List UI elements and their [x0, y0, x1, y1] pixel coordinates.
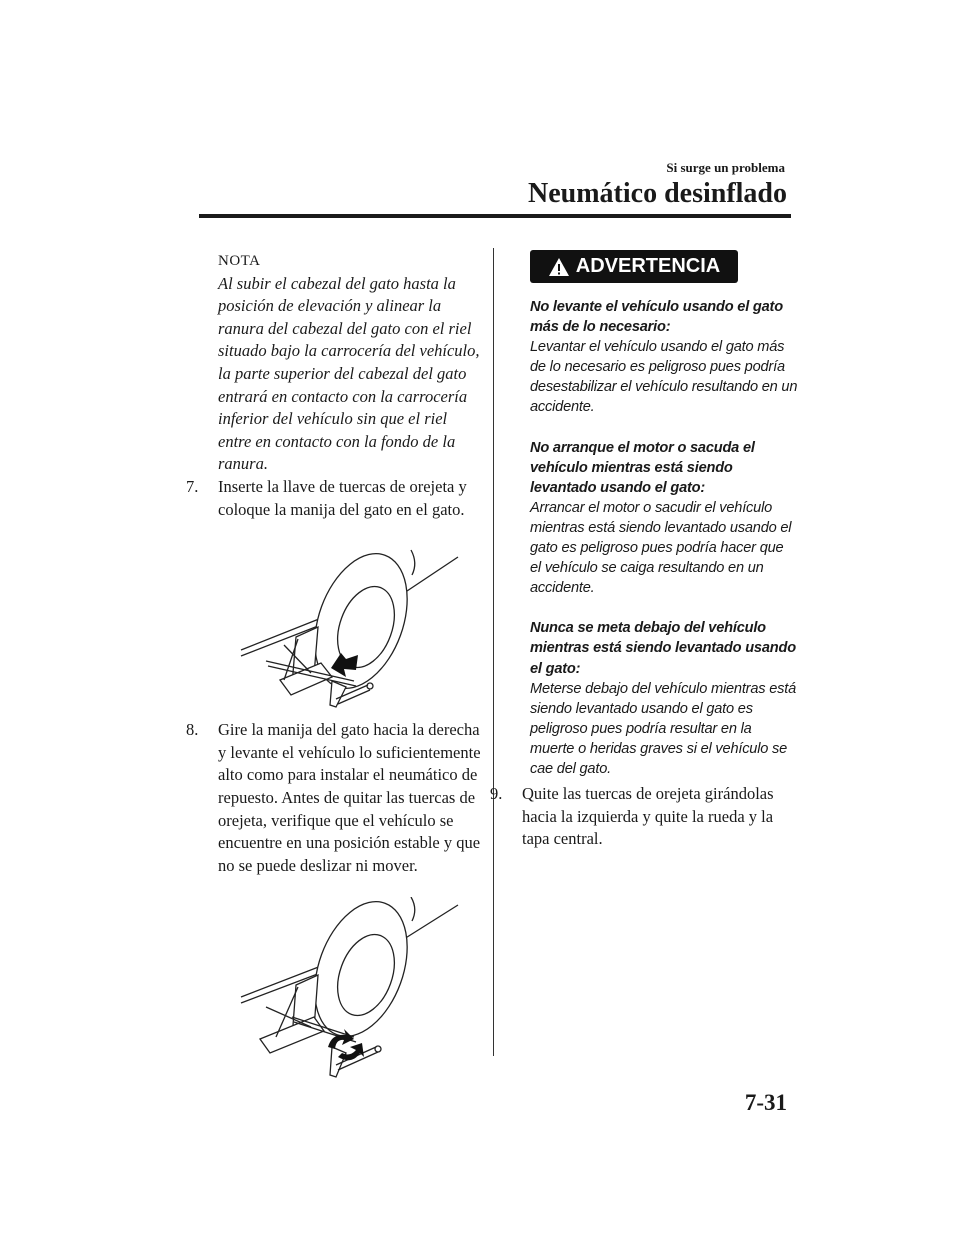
step-number: 8.	[186, 720, 199, 740]
warning-list	[530, 297, 798, 779]
step-number: 9.	[490, 784, 503, 804]
warning-banner	[530, 250, 738, 283]
step-number: 7.	[186, 476, 199, 496]
warning-heading: Nunca se meta debajo del vehículo mientras está siendo levantado usando el gato:	[530, 620, 796, 677]
warning-label: ADVERTENCIA	[575, 255, 721, 277]
step-7	[186, 476, 481, 521]
warning-text: Levantar el vehículo usando el gato más de lo necesario es peligroso pues podría desestabilizar el vehículo resultando en un accidente.	[530, 339, 798, 416]
warning-text: Meterse debajo del vehículo mientras está siendo levantado usando el gato es peligroso pues podría resultar en la muerte o heridas graves si el vehículo se cae del gato.	[530, 680, 796, 777]
warning-icon	[548, 257, 570, 277]
left-column	[186, 250, 481, 1093]
warning-heading: No levante el vehículo usando el gato más de lo necesario:	[530, 299, 783, 336]
page-number: 7-31	[744, 1090, 787, 1115]
jack-raise-illustration	[236, 897, 466, 1093]
note-body: Al subir el cabezal del gato hasta la posición de elevación y alinear la ranura del cabezal del gato con el riel situado bajo la carrocería del vehículo, la parte superior del cabezal del gato entrará en contacto con la carrocería inferior del vehículo sin que el riel entre en contacto con la fondo de la ranura.	[218, 273, 480, 474]
step-9	[490, 783, 798, 851]
step-text: Quite las tuercas de orejeta girándolas hacia la izquierda y quite la rueda y la tapa central.	[522, 784, 774, 849]
warning-text: Arrancar el motor o sacudir el vehículo mientras está siendo levantado usando el gato es peligroso pues podría hacer que el vehículo se caiga resultando en un accidente.	[530, 499, 792, 597]
note-title: NOTA	[218, 253, 261, 269]
section-label: Si surge un problema	[666, 160, 785, 175]
warning-item	[530, 438, 798, 599]
page-title: Neumático desinflado	[528, 178, 787, 209]
step-text: Inserte la llave de tuercas de orejeta y coloque la manija del gato en el gato.	[218, 476, 467, 519]
warning-item	[530, 618, 798, 779]
step-8	[186, 719, 481, 877]
jack-handle-illustration	[236, 535, 466, 713]
warning-item	[530, 297, 798, 418]
column-divider	[493, 248, 494, 1056]
right-column	[490, 250, 798, 851]
warning-heading: No arranque el motor o sacuda el vehículo mientras está siendo levantado usando el gato:	[530, 439, 755, 496]
header-divider	[199, 214, 791, 218]
step-text: Gire la manija del gato hacia la derecha y levante el vehículo lo suficientemente alto como para instalar el neumático de repuesto. Antes de quitar las tuercas de orejeta, verifique que el vehículo se encuentre en una posición estable y que no se puede deslizar ni mover.	[218, 720, 481, 875]
